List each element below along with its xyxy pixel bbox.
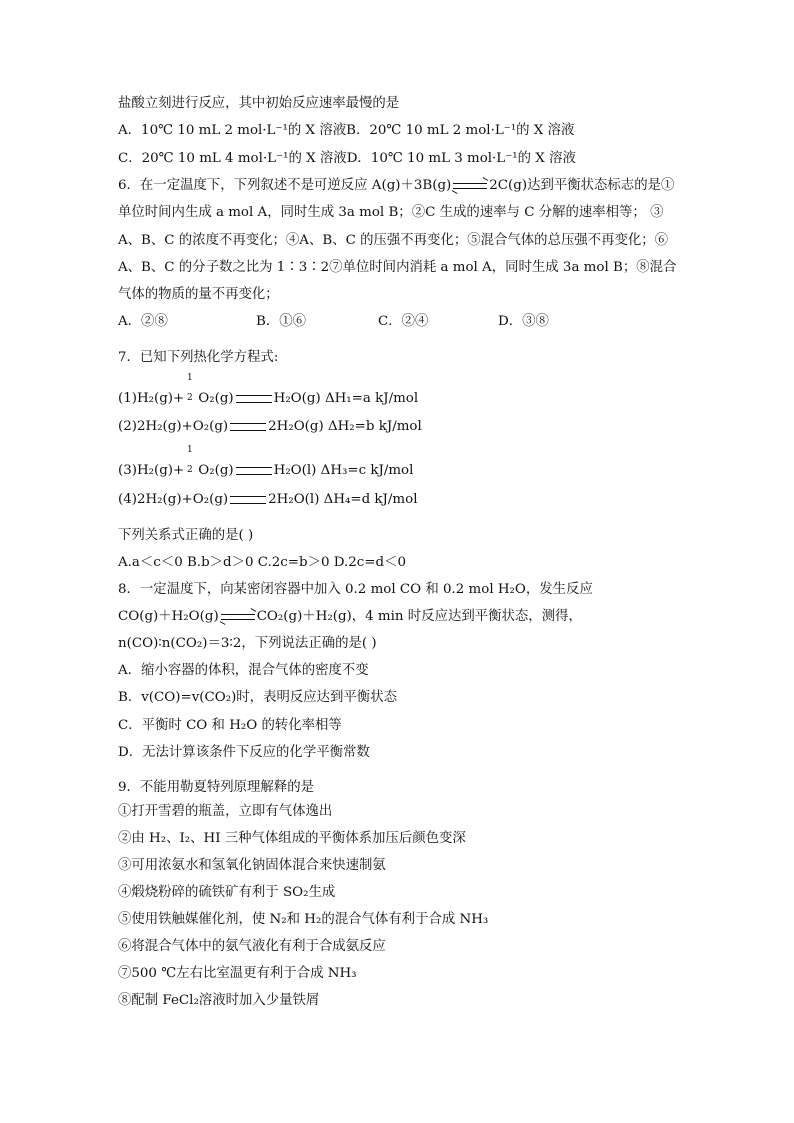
reversible-arrow-icon xyxy=(453,182,487,190)
q7-eq4-a: (4)2H₂(g)+O₂(g) xyxy=(118,492,229,507)
q9-item: ②由 H₂、I₂、HI 三种气体组成的平衡体系加压后颜色变深 xyxy=(118,831,466,846)
q6-line1-b: 2C(g)达到平衡状态标志的是① xyxy=(489,178,675,193)
reversible-arrow-icon xyxy=(221,613,255,621)
q7-eq1-b: O₂(g) xyxy=(198,391,234,406)
q7-stem: 7．已知下列热化学方程式: xyxy=(118,350,279,365)
q6-line1 xyxy=(118,177,674,197)
q7-ask: 下列关系式正确的是( ) xyxy=(118,528,254,543)
q7-eq3 xyxy=(118,462,413,482)
q6-line5: 气体的物质的量不再变化； xyxy=(118,287,279,302)
q7-eq3-half-num: 1 xyxy=(187,445,193,455)
q8-line1: 8．一定温度下，向某密闭容器中加入 0.2 mol CO 和 0.2 mol H₂O，发生反应 xyxy=(118,582,593,597)
q7-eq1-a: (1)H₂(g)+ xyxy=(118,391,185,406)
q8-option-a: A．缩小容器的体积，混合气体的密度不变 xyxy=(118,663,369,678)
q9-item: ⑧配制 FeCl₂溶液时加入少量铁屑 xyxy=(118,993,320,1008)
equals-arrow-icon xyxy=(236,467,272,475)
q8-option-c: C．平衡时 CO 和 H₂O 的转化率相等 xyxy=(118,718,342,733)
q5-option-b: B．20℃ 10 mL 2 mol·L⁻¹的 X 溶液 xyxy=(346,123,575,138)
q7-eq1-half-num: 1 xyxy=(187,373,193,383)
q9-item: ④煅烧粉碎的硫铁矿有利于 SO₂生成 xyxy=(118,885,336,900)
q6-option-c: C．②④ xyxy=(378,314,429,329)
q7-eq2-c: 2H₂O(g) ΔH₂=b kJ/mol xyxy=(268,419,422,434)
q6-line1-a: 6．在一定温度下，下列叙述不是可逆反应 A(g)＋3B(g) xyxy=(118,178,452,193)
q7-eq3-a: (3)H₂(g)+ xyxy=(118,463,185,478)
equals-arrow-icon xyxy=(236,395,272,403)
q6-line2: 单位时间内生成 a mol A，同时生成 3a mol B；②C 生成的速率与 C 分解的速率相等； ③ xyxy=(118,205,664,220)
q8-option-d: D．无法计算该条件下反应的化学平衡常数 xyxy=(118,745,370,760)
q8-line3: n(CO)∶n(CO₂)＝3∶2，下列说法正确的是( ) xyxy=(118,636,377,651)
q7-eq1-half-den: 2 xyxy=(187,393,193,403)
q8-line2-b: CO₂(g)＋H₂(g)，4 min 时反应达到平衡状态，测得， xyxy=(256,609,582,624)
q9-item: ⑤使用铁触媒催化剂，使 N₂和 H₂的混合气体有利于合成 NH₃ xyxy=(118,912,489,927)
q9-item: ③可用浓氨水和氢氧化钠固体混合来快速制氨 xyxy=(118,858,386,873)
q5-options-row2 xyxy=(118,150,576,170)
q8-line2 xyxy=(118,608,582,628)
q6-options xyxy=(118,313,549,333)
q6-line4: A、B、C 的分子数之比为 1∶3∶2⑦单位时间内消耗 a mol A，同时生成 3a mol B；⑧混合 xyxy=(118,260,677,275)
q6-option-d: D．③⑧ xyxy=(498,314,549,329)
q7-eq4 xyxy=(118,491,417,511)
q5-option-a: A．10℃ 10 mL 2 mol·L⁻¹的 X 溶液 xyxy=(118,123,347,138)
q7-eq2 xyxy=(118,418,422,438)
q7-eq3-half-den: 2 xyxy=(187,465,193,475)
q7-eq1 xyxy=(118,390,418,410)
q7-eq3-b: O₂(g) xyxy=(198,463,234,478)
q5-stem: 盐酸立刻进行反应，其中初始反应速率最慢的是 xyxy=(118,96,400,111)
equals-arrow-icon xyxy=(230,496,266,504)
q7-eq3-c: H₂O(l) ΔH₃=c kJ/mol xyxy=(273,463,414,478)
q6-option-a: A．②⑧ xyxy=(118,314,168,329)
q5-option-d: D．10℃ 10 mL 3 mol·L⁻¹的 X 溶液 xyxy=(346,151,576,166)
q6-line3: A、B、C 的浓度不再变化；④A、B、C 的压强不再变化；⑤混合气体的总压强不再变化；⑥ xyxy=(118,233,669,248)
q8-option-b: B．v(CO)=v(CO₂)时，表明反应达到平衡状态 xyxy=(118,690,397,705)
equals-arrow-icon xyxy=(230,423,266,431)
q7-eq4-c: 2H₂O(l) ΔH₄=d kJ/mol xyxy=(268,492,418,507)
q7-options: A.a＜c＜0 B.b＞d＞0 C.2c=b＞0 D.2c=d＜0 xyxy=(118,555,407,570)
q5-option-c: C．20℃ 10 mL 4 mol·L⁻¹的 X 溶液 xyxy=(118,151,347,166)
q6-option-b: B．①⑥ xyxy=(256,314,307,329)
q9-stem: 9．不能用勒夏特列原理解释的是 xyxy=(118,780,314,795)
q7-eq2-a: (2)2H₂(g)+O₂(g) xyxy=(118,419,229,434)
q9-item: ①打开雪碧的瓶盖，立即有气体逸出 xyxy=(118,804,333,819)
q8-line2-a: CO(g)＋H₂O(g) xyxy=(118,609,219,624)
q5-options-row1 xyxy=(118,122,574,142)
q7-eq1-c: H₂O(g) ΔH₁=a kJ/mol xyxy=(273,391,419,406)
q9-item: ⑥将混合气体中的氨气液化有利于合成氨反应 xyxy=(118,939,386,954)
q9-item: ⑦500 ℃左右比室温更有利于合成 NH₃ xyxy=(118,966,357,981)
